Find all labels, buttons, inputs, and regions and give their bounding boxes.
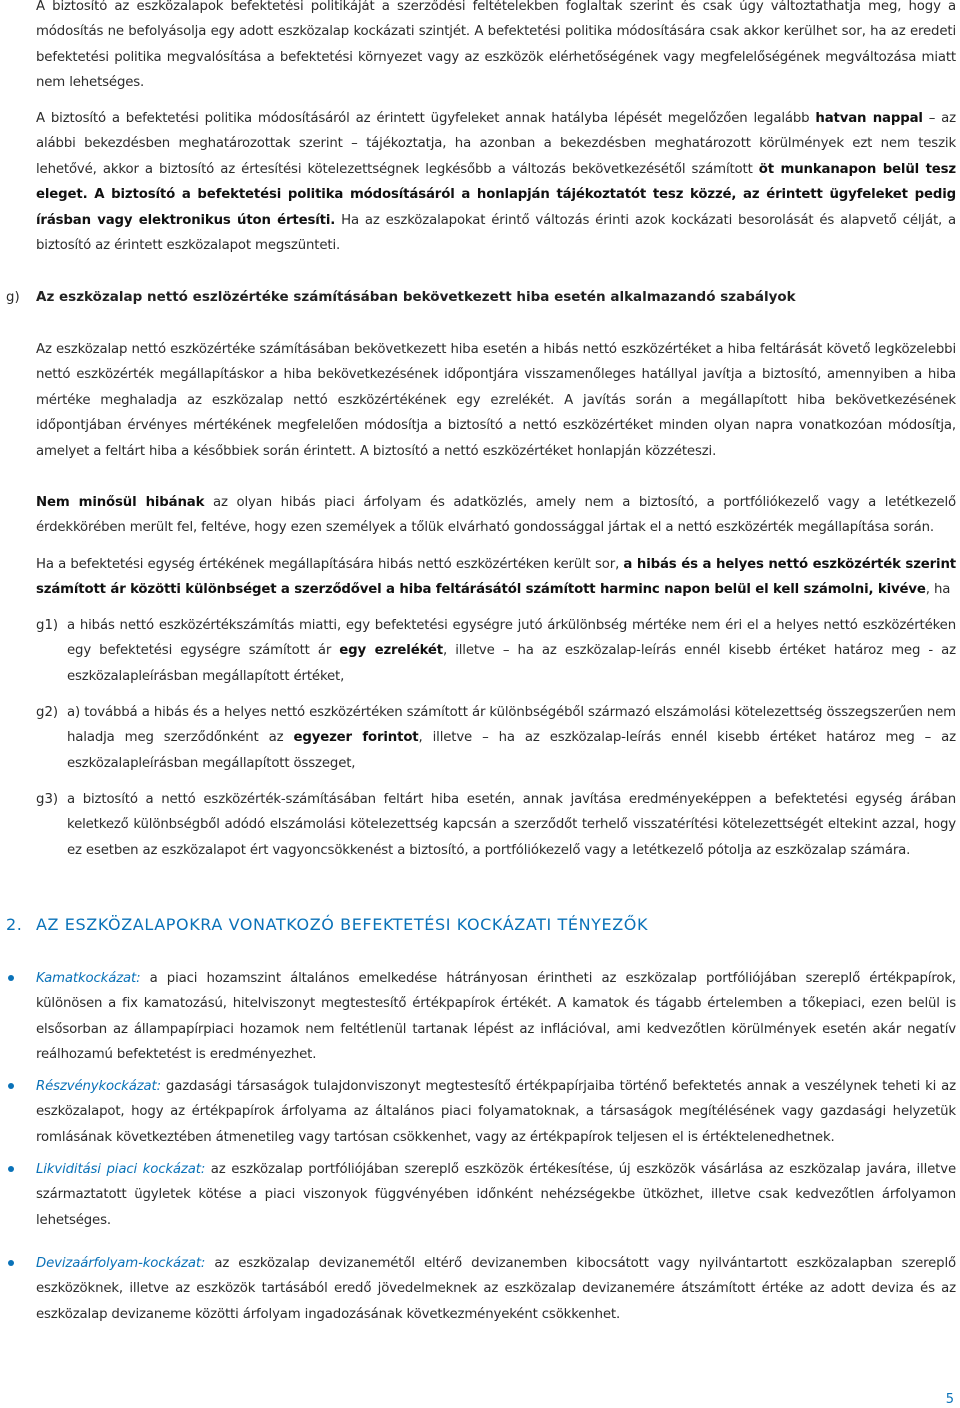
intro-paragraph-1: A biztosító az eszközalapok befektetési politikáját a szerződési feltételekben foglaltak szerint és csak úgy változtathatja meg, hogy a módosítás ne befolyásolja egy adott eszközalap kockázati szintjét. A befektetési politika módosítására csak akkor kerülhet sor, ha az eredeti befektetési politika megvalósítása a befektetési környezet vagy az eszközök elérhetőségének vagy megfelelőségének megváltozása miatt nem lehetséges. [36, 0, 956, 91]
section-2-title: AZ ESZKÖZALAPOKRA VONATKOZÓ BEFEKTETÉSI KOCKÁZATI TÉNYEZŐK [36, 915, 649, 934]
g3-label: g3) [36, 792, 59, 807]
bullet-equity-risk: Részvénykockázat: gazdasági társaságok tulajdonviszonyt megtestesítő értékpapírjaiba történő befektetés annak a veszélynek teheti ki az eszközalapot, hogy az értékpapírok árfolyama az általános piaci folyamatoknak, a társaságok megítélésének vagy gazdasági helyzetük romlásának következtében átmenetileg vagy tartósan csökkenhet, vagy az értékpapírok teljesen el is értéktelenedhetnek. [36, 1079, 956, 1145]
bullet-icon [8, 975, 14, 981]
bullet-icon [8, 1166, 14, 1172]
bullet-liquidity-risk: Likviditási piaci kockázat: az eszközalap portfóliójában szereplő eszközök értékesítése, új eszközök vásárlása az eszközalap javára, illetve származtatott ügyletek kötése a piaci viszonyok függvényében időnként nehézségekbe ütközhet, illetve csak kedvezőtlen árfolyamon lehetséges. [36, 1162, 956, 1228]
g1-item: a hibás nettó eszközértékszámítás miatti, egy befektetési egységre jutó árkülönbség mértéke nem éri el a helyes nettó eszközértéken egy befektetési egységre számított ár egy ezrelékét, illetve – ha az eszközalap-leírás ennél kisebb értéket határoz meg - az eszközalapleírásban megállapított értéket, [67, 618, 956, 684]
bullet-fx-risk: Devizaárfolyam-kockázat: az eszközalap devizanemétől eltérő devizanemben kibocsátott vagy nyilvántartott eszközalapban szereplő eszközöknek, illetve az eszközök tartásából eredő jövedelmeknek az eszközalap devizanemére átszámított értéke az adott deviza és az eszközalap devizaneme közötti árfolyam ingadozásának következményeként csökkenhet. [36, 1256, 956, 1322]
g2-label: g2) [36, 705, 59, 720]
section-g-paragraph-2: Nem minősül hibának az olyan hibás piaci árfolyam és adatközlés, amely nem a biztosító, a portfóliókezelő vagy a letétkezelő érdekkörében merült fel, feltéve, hogy ezen személyek a tőlük elvárható gondossággal jártak el a nettó eszközérték megállapítása során. [36, 495, 956, 536]
page-number: 5 [945, 1392, 954, 1407]
bullet-interest-risk: Kamatkockázat: a piaci hozamszint általános emelkedése hátrányosan érintheti az eszközalap portfóliójában szereplő értékpapírok, különösen a fix kamatozású, hitelviszonyt megtestesítő értékpapírok értékét. A kamatok és tágabb értelemben a tőkepiaci, ezen belül is elsősorban az állampapírpiaci hozamok nem feltétlenül tartanak lépést az inflációval, ami kedvezőtlen körülmények esetén akár negatív reálhozamú befektetést is eredményezhet. [36, 971, 956, 1063]
section-g-paragraph-1: Az eszközalap nettó eszközértéke számításában bekövetkezett hiba esetén a hibás nettó eszközértéket a hiba feltárását követő legközelebbi nettó eszközérték megállapításkor a hiba bekövetkezésének időpontjára visszamenőleges hatállyal javítja a biztosító, amennyiben a hiba mértéke meghaladja az eszközalap nettó eszközértékének egy ezrelékét. A javítás során a megállapított hiba bekövetkezésének időpontjában érvényes mértékének megfelelően módosítja a biztosító a nettó eszközértéket minden olyan napra vonatkozóan módosítja, amelyet a feltárt hiba a későbbiek során érintett. A biztosító a nettó eszközértéket honlapján közzéteszi. [36, 342, 956, 459]
section-2-number: 2. [6, 915, 23, 934]
bullet-icon [8, 1260, 14, 1266]
section-g-heading: Az eszközalap nettó eszlözértéke számításában bekövetkezett hiba esetén alkalmazandó szabályok [36, 289, 796, 305]
g3-item: a biztosító a nettó eszközérték-számításában feltárt hiba esetén, annak javítása eredményeképpen a befektetési egység árában keletkező különbségből adódó elszámolási kötelezettség kapcsán a szerződőt terhelő visszatérítési kötelezettségét eltekint azzal, hogy ez esetben az eszközalapot ért vagyoncsökkenést a biztosító, a portfóliókezelő vagy a letétkezelő pótolja az eszközalap számára. [67, 792, 956, 858]
section-g-label: g) [6, 290, 20, 305]
intro-paragraph-2: A biztosító a befektetési politika módosításáról az érintett ügyfeleket annak hatályba lépését megelőzően legalább hatvan nappal – az alábbi bekezdésben meghatározottak szerint – tájékoztatja, ha azonban a bekezdésben meghatározott körülmények ezt nem teszik lehetővé, akkor a biztosító az értesítési kötelezettségnek legkésőbb a változás bekövetkezésétől számított öt munkanapon belül tesz eleget. A biztosító a befektetési politika módosításáról a honlapján tájékoztatót tesz közzé, az érintett ügyfeleket pedig írásban vagy elektronikus úton értesíti. Ha az eszközalapokat érintő változás érinti azok kockázati besorolását és alapvető célját, a biztosító az érintett eszközalapot megszünteti. [36, 111, 957, 254]
section-g-paragraph-3: Ha a befektetési egység értékének megállapítására hibás nettó eszközértéken került sor, a hibás és a helyes nettó eszközérték szerint számított ár közötti különbséget a szerződővel a hiba feltárásától számított harminc napon belül el kell számolni, kivéve, ha [36, 557, 956, 598]
g2-item: a) továbbá a hibás és a helyes nettó eszközértéken számított ár különbségéből származó elszámolási kötelezettség összegszerűen nem haladja meg szerződőnként az egyezer forintot, illetve – ha az eszközalap-leírás ennél kisebb értéket határoz meg – az eszközalapleírásban megállapított összeget, [67, 705, 956, 771]
bullet-icon [8, 1083, 14, 1089]
g1-label: g1) [36, 618, 59, 633]
